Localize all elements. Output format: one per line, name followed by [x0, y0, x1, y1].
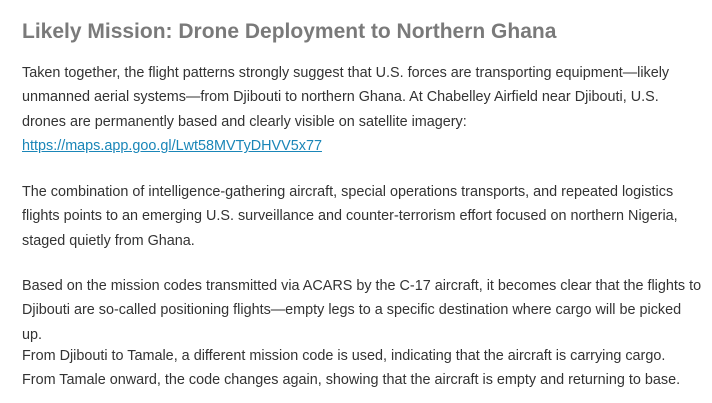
paragraph-positioning-flights: Based on the mission codes transmitted via ACARS by the C-17 aircraft, it becomes clear that the flights to Djibouti are so-called positioning flights—empty legs to a specific destination where cargo will be picked up.	[22, 278, 702, 343]
paragraph-drone-transport	[22, 61, 702, 159]
article-title: Likely Mission: Drone Deployment to Northern Ghana	[22, 20, 557, 43]
satellite-map-link[interactable]: https://maps.app.goo.gl/Lwt58MVTyDHVV5x77	[22, 138, 322, 155]
paragraph-mission-codes: From Djibouti to Tamale, a different mission code is used, indicating that the aircraft is carrying cargo. From Tamale onward, the code changes again, showing that the aircraft is empty and returning to base.	[22, 348, 681, 389]
paragraph-text: Taken together, the flight patterns strongly suggest that U.S. forces are transporting equipment—likely unmanned aerial systems—from Djibouti to northern Ghana. At Chabelley Airfield near Djibouti, U.S. drones are permanently based and clearly visible on satellite imagery:	[22, 65, 670, 130]
paragraph-surveillance-effort: The combination of intelligence-gathering aircraft, special operations transports, and repeated logistics flights points to an emerging U.S. surveillance and counter-terrorism effort focused on northern Nigeria, staged quietly from Ghana.	[22, 184, 678, 249]
